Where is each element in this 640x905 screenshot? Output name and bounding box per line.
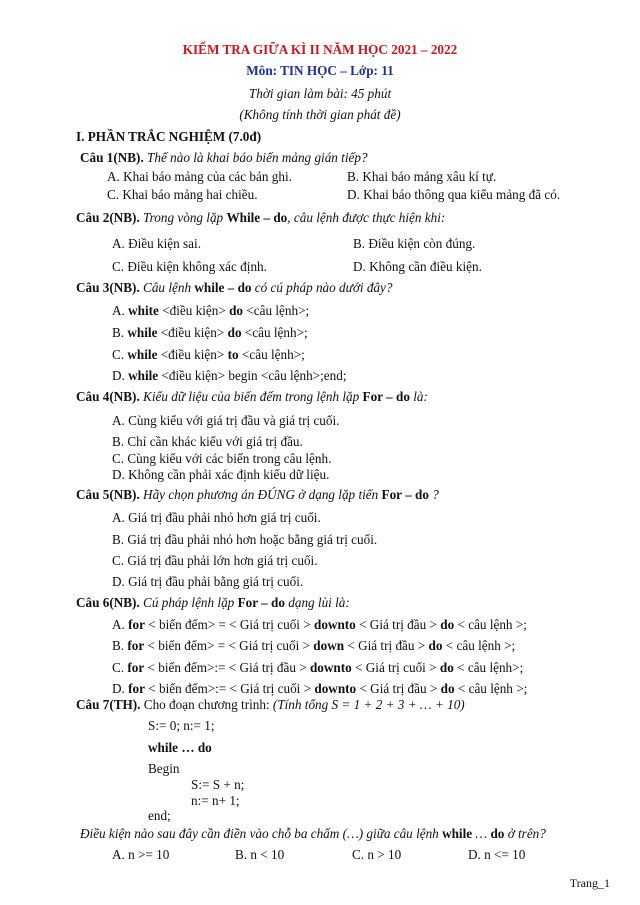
question-2: [76, 210, 445, 226]
question-text: Cho đoạn chương trình:: [140, 697, 273, 712]
subject-line: Môn: TIN HỌC – Lớp: 11: [246, 63, 394, 78]
q2-option-a: A. Điều kiện sai.: [112, 236, 201, 251]
question-label: Câu 2(NB).: [76, 210, 140, 225]
question-text: Kiểu dữ liệu của biến đếm trong lệnh lặp: [139, 389, 363, 404]
exam-title: KIỂM TRA GIỮA KÌ II NĂM HỌC 2021 – 2022: [182, 42, 458, 57]
keyword: While – do: [226, 210, 288, 225]
question-4: [76, 389, 428, 405]
q5-option-d: D. Giá trị đầu phải bằng giá trị cuối.: [112, 574, 304, 589]
q1-option-d: D. Khai báo thông qua kiểu mảng đã có.: [347, 187, 561, 202]
question-label: Câu 5(NB).: [76, 487, 140, 502]
q1-option-c: C. Khai báo mảng hai chiều.: [107, 187, 258, 202]
question-label: Câu 3(NB).: [76, 280, 140, 295]
page-number: Trang_1: [569, 876, 610, 890]
question-6: [76, 595, 350, 611]
keyword: while – do: [194, 280, 252, 295]
q7-option-c: C. n > 10: [352, 847, 402, 862]
q2-option-d: D. Không cần điều kiện.: [353, 259, 482, 274]
question-1: [80, 150, 368, 166]
q4-option-d: D. Không cần phải xác định kiểu dữ liệu.: [112, 467, 330, 482]
code-line-5: n:= n+ 1;: [191, 793, 240, 808]
question-text: Trong vòng lặp: [139, 210, 227, 225]
duration-line: Thời gian làm bài: 45 phút: [248, 86, 392, 101]
code-line-4: S:= S + n;: [191, 777, 245, 792]
keyword: For – do: [237, 595, 285, 610]
question-text: Câu lệnh: [139, 280, 195, 295]
q3-option-b: B. while <điều kiện> do <câu lệnh>;: [112, 325, 308, 340]
keyword: For – do: [381, 487, 429, 502]
q2-option-c: C. Điều kiện không xác định.: [112, 259, 267, 274]
section-heading: I. PHẦN TRẮC NGHIỆM (7.0đ): [76, 129, 262, 144]
question-text: là:: [409, 389, 428, 404]
question-text: dạng lùi là:: [284, 595, 350, 610]
keyword: For – do: [362, 389, 410, 404]
code-line-3: Begin: [148, 761, 180, 776]
q4-option-c: C. Cùng kiểu với các biến trong câu lệnh.: [112, 451, 332, 466]
question-text: có cú pháp nào dưới đây?: [251, 280, 393, 295]
q5-option-a: A. Giá trị đầu phải nhỏ hơn giá trị cuối.: [112, 510, 321, 525]
q2-option-b: B. Điều kiện còn đúng.: [353, 236, 476, 251]
code-line-2: while … do: [148, 740, 212, 755]
question-text: Hãy chọn phương án ĐÚNG ở dạng lặp tiến: [139, 487, 382, 502]
q6-option-d: D. for < biến đếm>:= < Giá trị cuối > downto < Giá trị đầu > do < câu lệnh >;: [112, 681, 528, 696]
code-line-1: S:= 0; n:= 1;: [148, 718, 215, 733]
q1-option-b: B. Khai báo mảng xâu kí tự.: [347, 169, 497, 184]
q3-option-d: D. while <điều kiện> begin <câu lệnh>;end;: [112, 368, 347, 383]
q3-option-a: A. white <điều kiện> do <câu lệnh>;: [112, 303, 310, 318]
question-5: [76, 487, 439, 503]
question-text: , câu lệnh được thực hiện khi:: [287, 210, 446, 225]
q6-option-a: A. for < biến đếm> = < Giá trị cuối > downto < Giá trị đầu > do < câu lệnh >;: [112, 617, 527, 632]
q1-option-a: A. Khai báo mảng của các bản ghi.: [107, 169, 292, 184]
q4-option-a: A. Cùng kiểu với giá trị đầu và giá trị cuối.: [112, 413, 340, 428]
q7-ask: Điều kiện nào sau đây cần điền vào chỗ ba chấm (…) giữa câu lệnh while … do ở trên?: [80, 826, 546, 841]
question-label: Câu 4(NB).: [76, 389, 140, 404]
q7-option-b: B. n < 10: [235, 847, 285, 862]
note-line: (Không tính thời gian phát đề): [239, 107, 401, 122]
question-label: Câu 6(NB).: [76, 595, 140, 610]
q6-option-b: B. for < biến đếm> = < Giá trị cuối > down < Giá trị đầu > do < câu lệnh >;: [112, 638, 516, 653]
q6-option-c: C. for < biến đếm>:= < Giá trị đầu > downto < Giá trị cuối > do < câu lệnh>;: [112, 660, 524, 675]
code-line-6: end;: [148, 808, 171, 823]
question-label: Câu 1(NB).: [80, 150, 144, 165]
question-text: Cú pháp lệnh lặp: [139, 595, 238, 610]
question-7: [76, 697, 465, 713]
q7-option-d: D. n <= 10: [468, 847, 526, 862]
question-text: Thế nào là khai báo biến mảng gián tiếp?: [143, 150, 368, 165]
q7-option-a: A. n >= 10: [112, 847, 170, 862]
q3-option-c: C. while <điều kiện> to <câu lệnh>;: [112, 347, 305, 362]
question-text: ?: [428, 487, 439, 502]
q5-option-b: B. Giá trị đầu phải nhỏ hơn hoặc bằng giá trị cuối.: [112, 532, 378, 547]
question-formula: (Tính tổng S = 1 + 2 + 3 + … + 10): [272, 697, 465, 712]
question-label: Câu 7(TH).: [76, 697, 141, 712]
q4-option-b: B. Chỉ cần khác kiểu với giá trị đầu.: [112, 434, 303, 449]
q5-option-c: C. Giá trị đầu phải lớn hơn giá trị cuối.: [112, 553, 318, 568]
question-3: [76, 280, 392, 296]
